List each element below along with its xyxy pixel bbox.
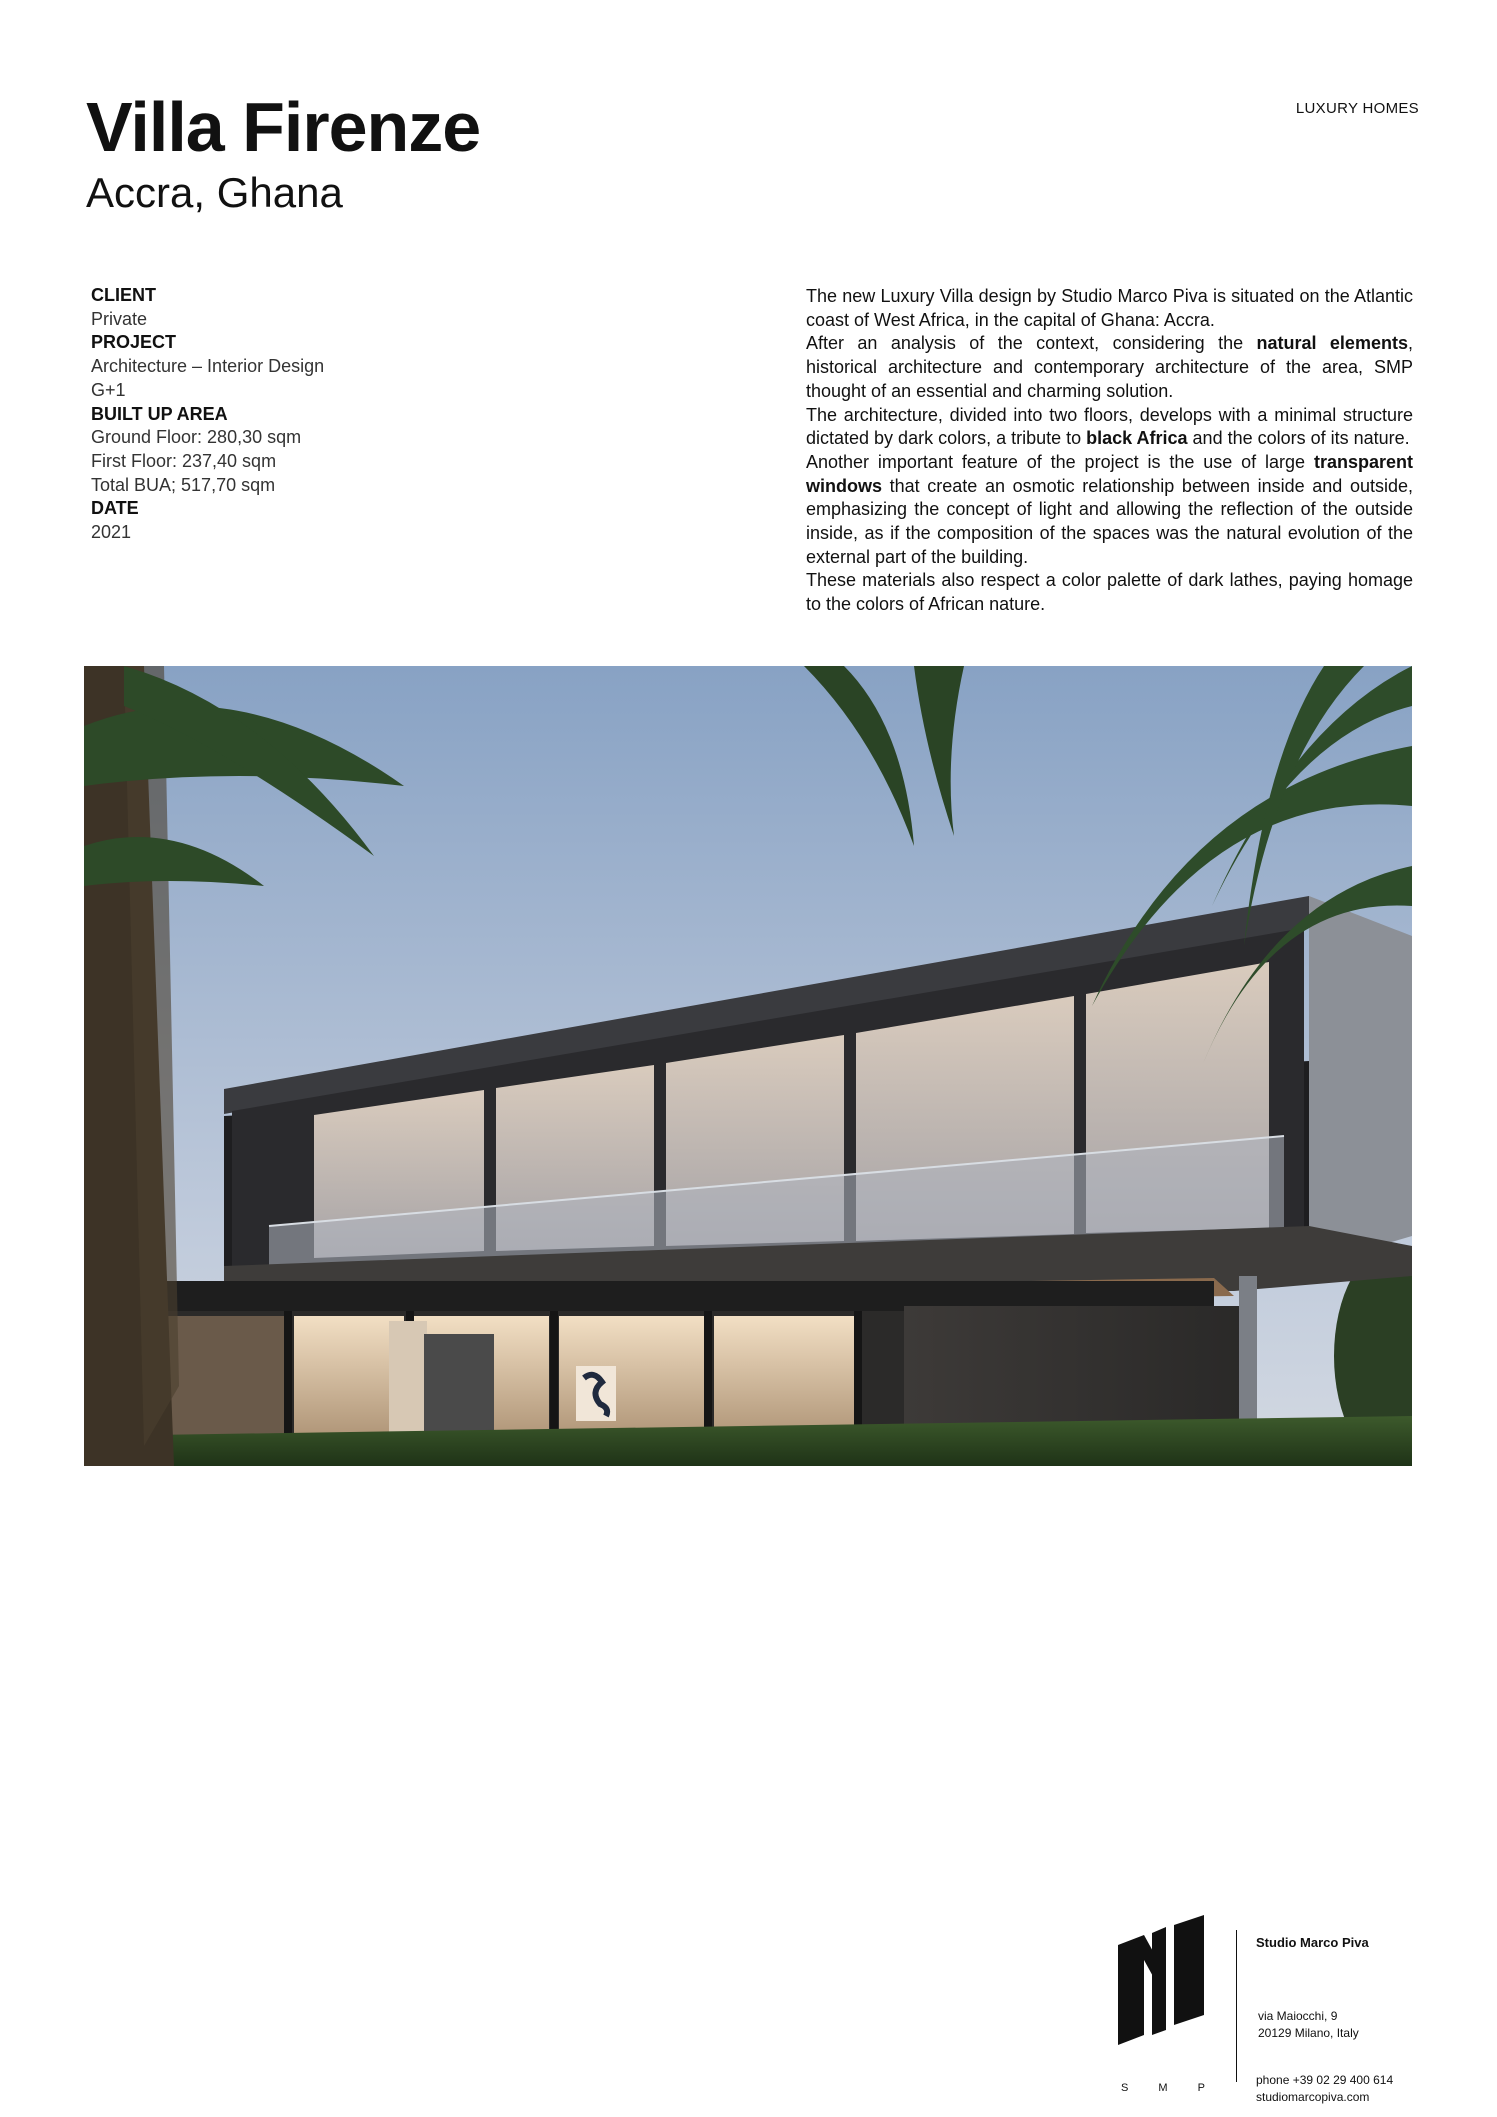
area-label: BUILT UP AREA — [91, 403, 228, 424]
phone-number: phone +39 02 29 400 614 — [1256, 2073, 1394, 2087]
website-link[interactable]: studiomarcopiva.com — [1256, 2090, 1370, 2104]
desc-paragraph-2: After an analysis of the context, considering the natural elements, historical architecture and contemporary architecture of the area, SMP thought of an essential and charming solution. — [806, 333, 1413, 401]
date-value: 2021 — [91, 522, 132, 543]
category-label: LUXURY HOMES — [1295, 100, 1419, 117]
logo-letter-m: M — [1158, 2082, 1168, 2094]
client-value: Private — [91, 308, 148, 329]
desc-paragraph-3: The architecture, divided into two floors, develops with a minimal structure dictated by dark colors, a tribute to black Africa and the colors of its nature. — [806, 404, 1413, 449]
address-city: 20129 Milano, Italy — [1258, 2026, 1359, 2040]
date-label: DATE — [91, 498, 139, 519]
desc-paragraph-4: Another important feature of the project is the use of large transparent windows that create an osmotic relationship between inside and outside, emphasizing the concept of light and allowing the reflection of the outside inside, as if the composition of the spaces was the natural evolution of the external part of the building. — [806, 451, 1413, 567]
villa-rendering-image — [84, 666, 1412, 1466]
area-first: First Floor: 237,40 sqm — [91, 450, 277, 471]
project-value: Architecture – Interior Design — [91, 356, 325, 377]
desc-paragraph-5: These materials also respect a color palette of dark lathes, paying homage to the colors of African nature. — [806, 570, 1413, 615]
logo-letter-s: S — [1121, 2082, 1129, 2094]
highlight-black-africa: black Africa — [1086, 428, 1188, 449]
project-label: PROJECT — [91, 332, 177, 353]
smp-logo-mark — [1118, 1915, 1208, 2060]
desc-paragraph-1: The new Luxury Villa design by Studio Marco Piva is situated on the Atlantic coast of West Africa, in the capital of Ghana: Accra. — [806, 286, 1413, 330]
page-title: Villa Firenze — [86, 88, 481, 166]
page-subtitle-location: Accra, Ghana — [86, 169, 343, 216]
smp-logo-letters — [1121, 2082, 1205, 2094]
highlight-transparent-windows: transparent windows — [806, 451, 1413, 496]
area-total: Total BUA; 517,70 sqm — [91, 474, 276, 495]
project-specs — [91, 284, 324, 545]
studio-contact — [1256, 2072, 1393, 2106]
studio-name: Studio Marco Piva — [1256, 1935, 1369, 1950]
address-street: via Maiocchi, 9 — [1258, 2009, 1338, 2023]
project-description — [806, 285, 1413, 617]
studio-address — [1258, 2008, 1359, 2042]
project-floors: G+1 — [91, 379, 126, 400]
highlight-natural-elements: natural elements — [1256, 333, 1408, 354]
client-label: CLIENT — [91, 285, 156, 305]
footer-divider — [1236, 1930, 1237, 2082]
area-ground: Ground Floor: 280,30 sqm — [91, 427, 302, 448]
logo-letter-p: P — [1197, 2082, 1205, 2094]
